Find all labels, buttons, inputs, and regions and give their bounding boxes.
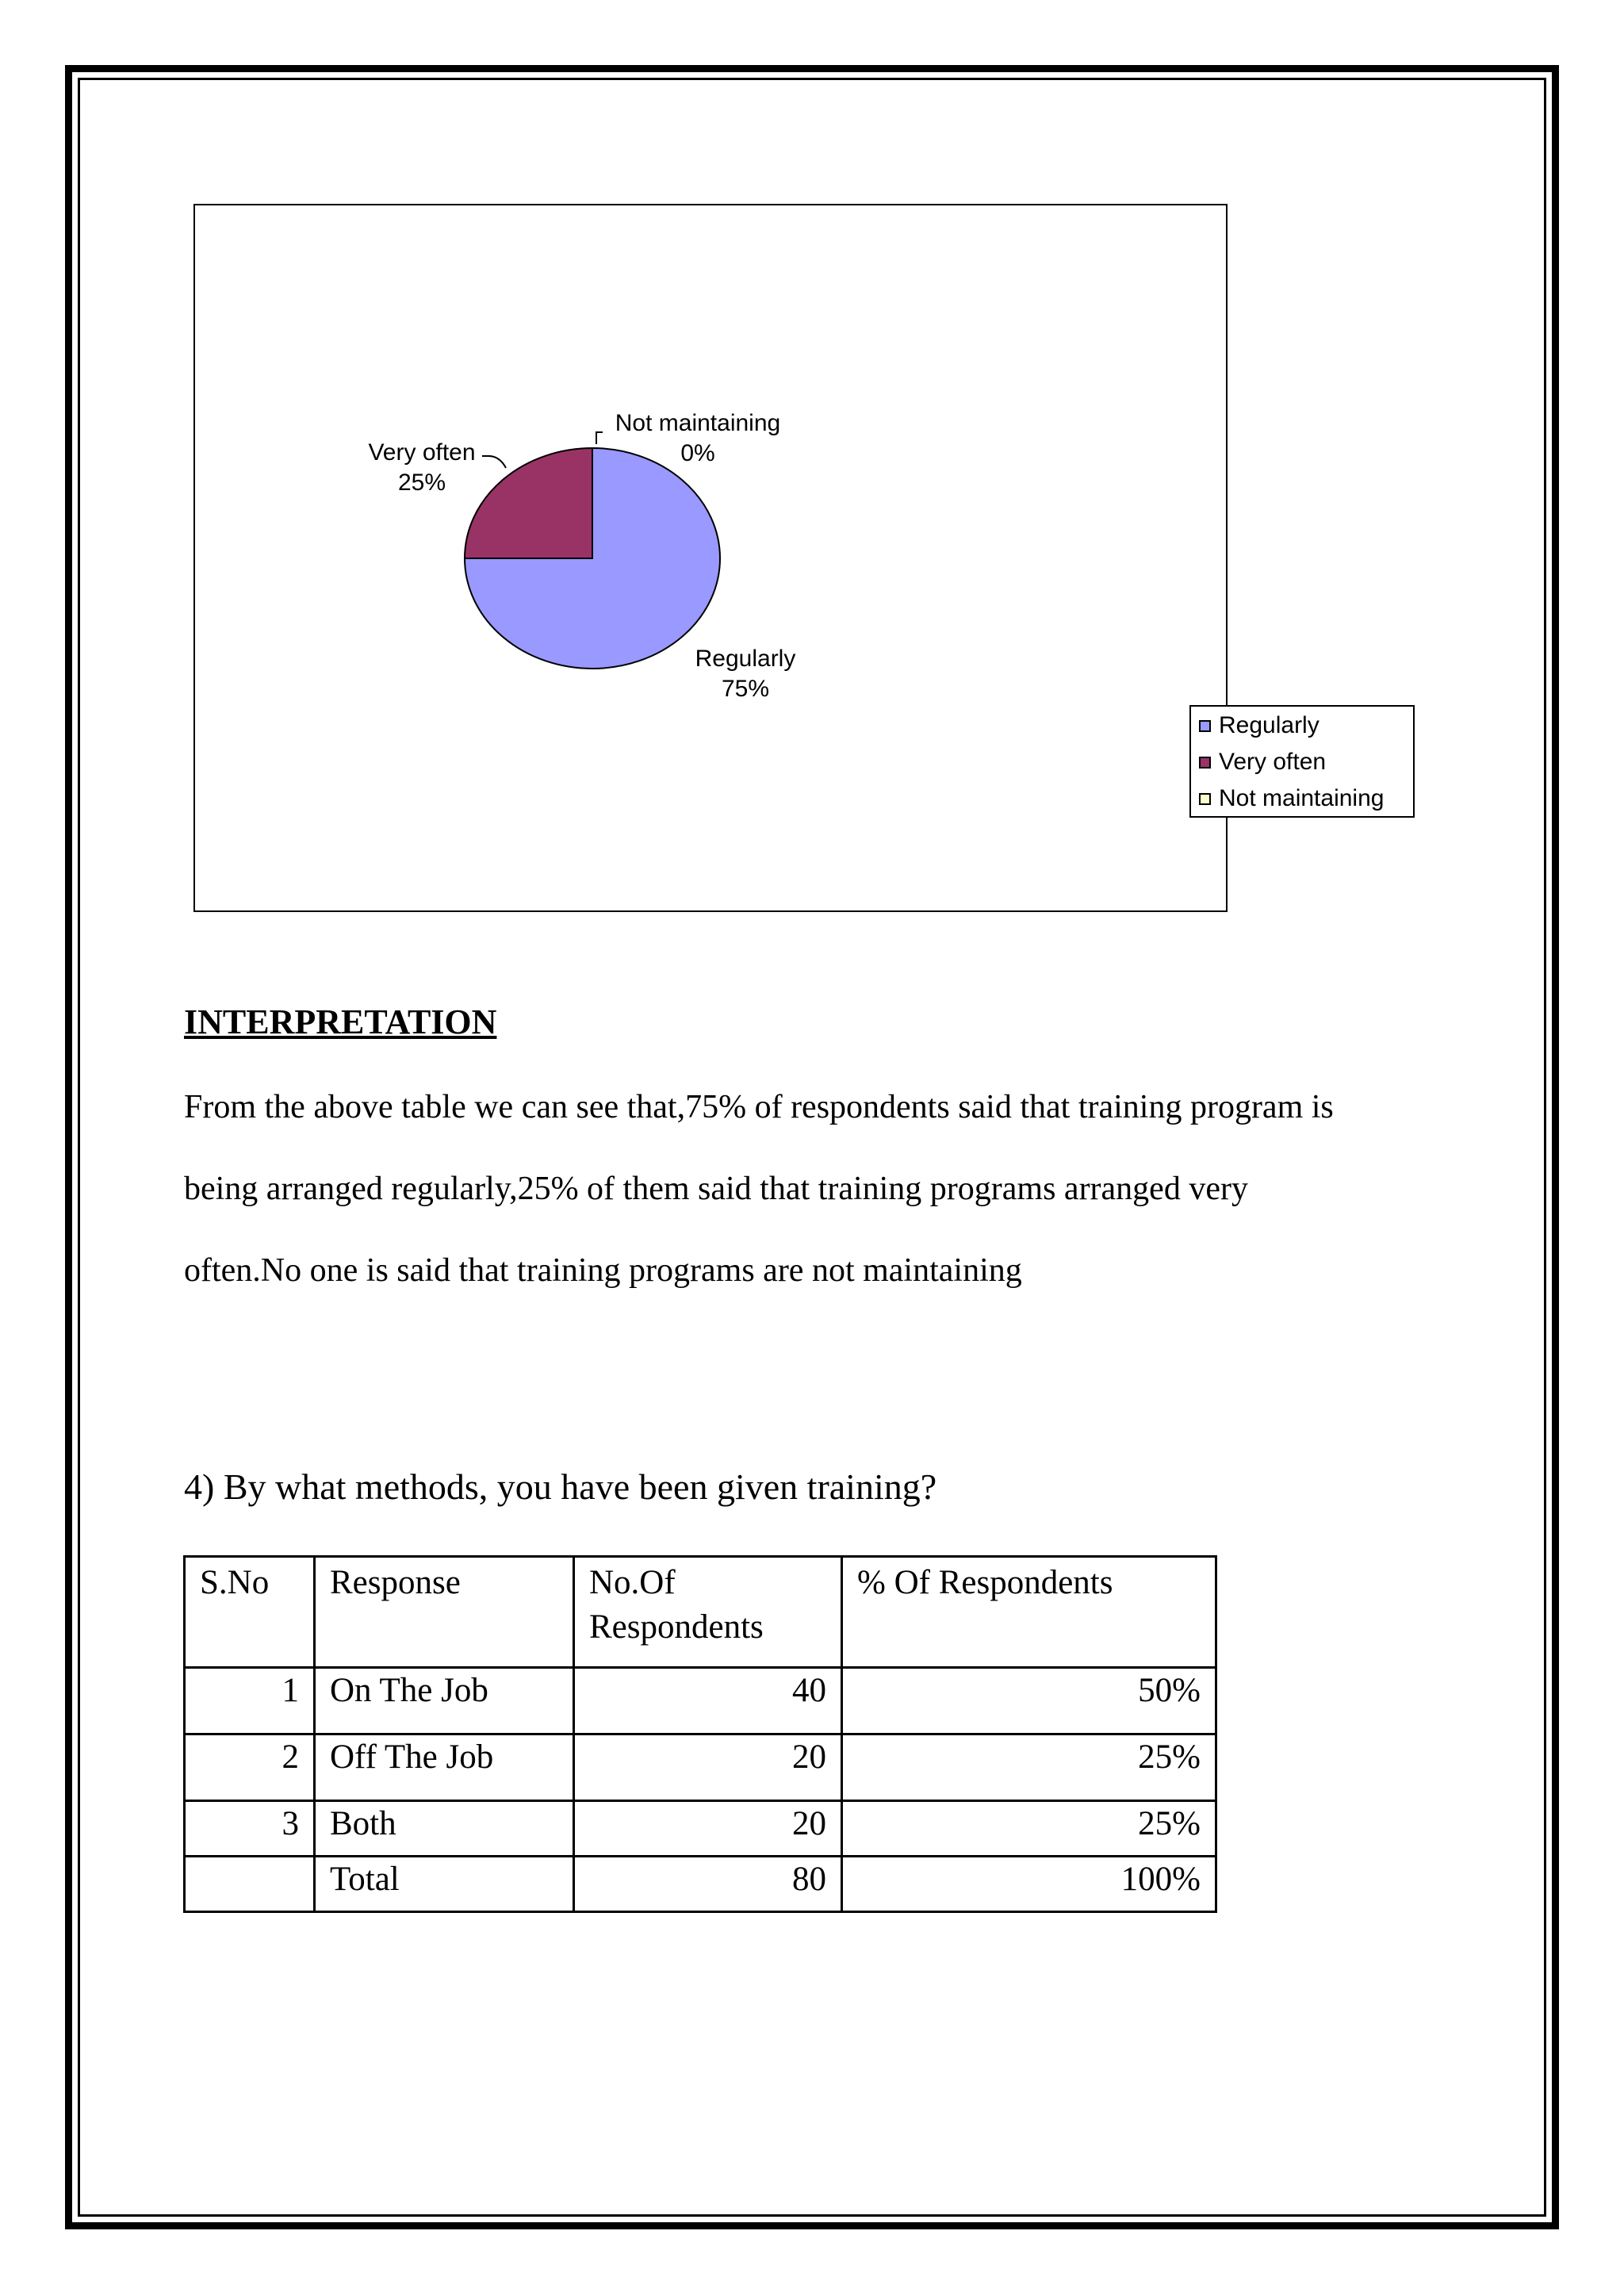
legend-label-very-often: Very often xyxy=(1219,749,1327,775)
pie-chart xyxy=(193,204,1385,912)
label-very-often-pct: 25% xyxy=(397,470,446,496)
cell-count: 40 xyxy=(574,1668,842,1734)
legend-label-regularly: Regularly xyxy=(1219,712,1320,738)
table-row xyxy=(185,1668,1216,1734)
label-regularly-name: Regularly xyxy=(695,646,796,672)
header-sno: S.No xyxy=(185,1557,315,1668)
interpretation-line-2: being arranged regularly,25% of them said that training programs arranged very xyxy=(184,1171,1248,1207)
methods-table xyxy=(183,1555,1217,1913)
interpretation-heading: INTERPRETATION xyxy=(184,1002,497,1041)
chart-legend xyxy=(1189,705,1415,818)
header-response: Response xyxy=(315,1557,574,1668)
legend-swatch-not-maintaining xyxy=(1199,793,1211,805)
legend-item-very-often xyxy=(1199,746,1326,778)
legend-item-regularly xyxy=(1199,710,1320,742)
header-count xyxy=(574,1557,842,1668)
label-not-maintaining-pct: 0% xyxy=(680,440,715,466)
header-count-label: No.Of Respondents xyxy=(589,1564,764,1646)
cell-sno: 1 xyxy=(185,1668,315,1734)
leader-line-very-often xyxy=(482,456,506,468)
cell-percent: 50% xyxy=(842,1668,1216,1734)
cell-percent: 25% xyxy=(842,1801,1216,1857)
question-4: 4) By what methods, you have been given training? xyxy=(184,1466,937,1507)
cell-percent: 100% xyxy=(842,1857,1216,1912)
cell-sno: 3 xyxy=(185,1801,315,1857)
cell-count: 80 xyxy=(574,1857,842,1912)
table-total-row xyxy=(185,1857,1216,1912)
cell-response: Off The Job xyxy=(315,1734,574,1801)
cell-response: Total xyxy=(315,1857,574,1912)
header-percent: % Of Respondents xyxy=(842,1557,1216,1668)
label-not-maintaining-name: Not maintaining xyxy=(615,410,781,436)
cell-response: Both xyxy=(315,1801,574,1857)
interpretation-line-1: From the above table we can see that,75% of respondents said that training program is xyxy=(184,1089,1334,1125)
legend-label-not-maintaining: Not maintaining xyxy=(1219,785,1385,811)
cell-count: 20 xyxy=(574,1734,842,1801)
label-very-often-name: Very often xyxy=(368,439,476,466)
legend-swatch-very-often xyxy=(1199,757,1211,769)
label-regularly-pct: 75% xyxy=(721,676,770,702)
cell-sno xyxy=(185,1857,315,1912)
legend-swatch-regularly xyxy=(1199,720,1211,732)
table-header-row xyxy=(185,1557,1216,1668)
cell-sno: 2 xyxy=(185,1734,315,1801)
table-row xyxy=(185,1734,1216,1801)
cell-response: On The Job xyxy=(315,1668,574,1734)
pie-chart-svg xyxy=(195,205,1226,910)
cell-count: 20 xyxy=(574,1801,842,1857)
cell-percent: 25% xyxy=(842,1734,1216,1801)
table-row xyxy=(185,1801,1216,1857)
pie-slice-very-often xyxy=(465,448,592,558)
leader-line-not-maintaining xyxy=(596,432,603,444)
legend-item-not-maintaining xyxy=(1199,783,1384,815)
interpretation-line-3: often.No one is said that training programs are not maintaining xyxy=(184,1252,1022,1289)
